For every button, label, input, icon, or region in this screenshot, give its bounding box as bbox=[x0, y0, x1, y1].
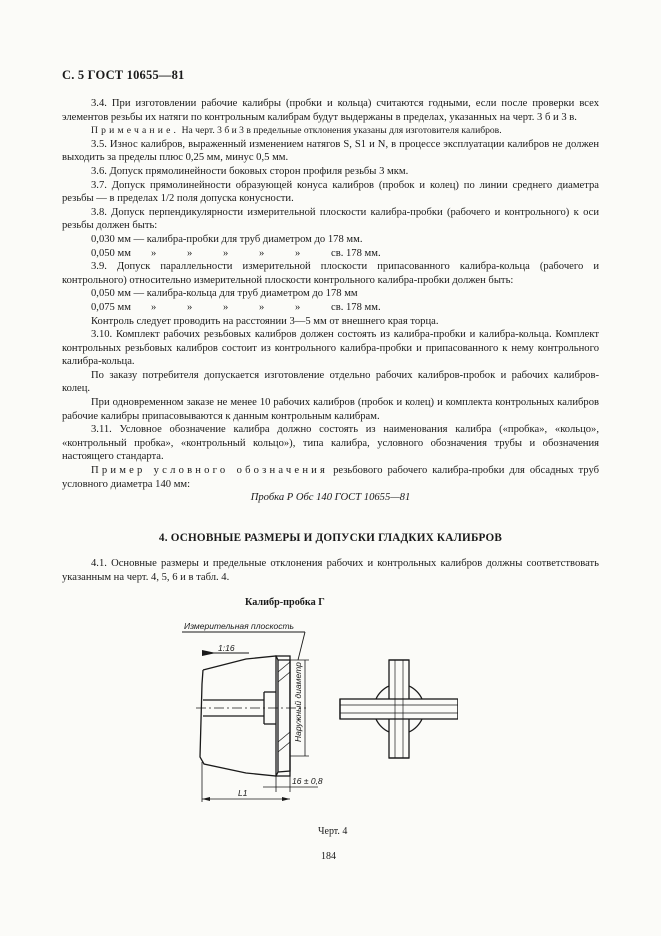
example-label: Пример условного обозначения bbox=[91, 465, 329, 477]
section-text bbox=[62, 557, 599, 584]
figure-caption: Черт. 4 bbox=[318, 826, 348, 837]
measuring-plane-label: Измерительная плоскость bbox=[184, 621, 295, 631]
section-title: 4. ОСНОВНЫЕ РАЗМЕРЫ И ДОПУСКИ ГЛАДКИХ КАЛИБРОВ bbox=[158, 532, 503, 544]
tolerance-row: 0,050 мм — калибра-кольца для труб диаметром до 178 мм bbox=[91, 288, 358, 300]
paragraph-3-7: 3.7. Допуск прямолинейности образующей конуса калибров (пробок и колец) по линии среднего диаметра резьбы — в пределах 1/2 поля допуска конусности. bbox=[62, 179, 599, 205]
example-designation: Пробка Р Обс 140 ГОСТ 10655—81 bbox=[250, 492, 411, 504]
paragraph-3-9: 3.9. Допуск параллельности измерительной плоскости припасованного калибра-кольца (рабочего и контрольного) относительно измерительной плоскости контрольного калибра-пробки должен быть: bbox=[62, 261, 599, 286]
paragraph-3-10-c: При одновременном заказе не менее 10 рабочих калибров (пробок и колец) и комплекта контрольных калибров рабочие калибры припасовываются к данным контрольным калибрам. bbox=[62, 397, 599, 422]
paragraph-3-11: 3.11. Условное обозначение калибра должно состоять из наименования калибра («пробка», «кольцо», «контрольный пробка», «контрольный кольцо»), типа калибра, условного обозначения трубы и обозначения настоящего стандарта. bbox=[62, 424, 599, 463]
example-intro bbox=[62, 464, 599, 491]
l1-label: L1 bbox=[238, 788, 248, 798]
length-tolerance-label: 16 ± 0,8 bbox=[292, 776, 323, 786]
paragraph-3-8: 3.8. Допуск перпендикулярности измерительной плоскости калибра-пробки (рабочего и контрольного) к оси резьбы должен быть: bbox=[62, 206, 599, 232]
tolerance-row: 0,050 мм » » » » » св. 178 мм. bbox=[91, 247, 381, 259]
taper-label: 1:16 bbox=[218, 643, 235, 653]
note-text: На черт. 3 б и 3 в предельные отклонения указаны для изготовителя калибров. bbox=[179, 125, 502, 137]
paragraph-3-4: 3.4. При изготовлении рабочие калибры (пробки и кольца) считаются годными, если после проверки всех элементов резьбы их натяги по контрольным калибрам будут выдержаны в пределах, указанных на черт. 3 б и 3 в. bbox=[62, 98, 599, 123]
page-header: С. 5 ГОСТ 10655—81 bbox=[62, 68, 185, 82]
note bbox=[62, 124, 599, 138]
note-label: Примечание. bbox=[91, 125, 180, 137]
paragraph-3-10: 3.10. Комплект рабочих резьбовых калибров должен состоять из калибра-пробки и калибра-кольца. Комплект контрольных резьбовых калибров состоит из контрольного калибра-пробки и припасованного к нему контрольного калибра-кольца. bbox=[62, 329, 599, 368]
figure-title: Калибр-пробка Г bbox=[245, 597, 325, 608]
control-note: Контроль следует проводить на расстоянии 3—5 мм от внешнего края торца. bbox=[91, 315, 439, 327]
paragraph-3-6: 3.6. Допуск прямолинейности боковых сторон профиля резьбы 3 мкм. bbox=[91, 165, 409, 177]
gauge-drawing bbox=[178, 612, 458, 817]
tolerance-row: 0,075 мм » » » » » св. 178 мм. bbox=[91, 301, 381, 313]
tolerance-row: 0,030 мм — калибра-пробки для труб диаметром до 178 мм. bbox=[91, 233, 363, 245]
example-text: резьбового рабочего калибра-пробки для обсадных труб условного диаметра 140 мм: bbox=[62, 465, 599, 490]
page-number: 184 bbox=[321, 851, 336, 862]
paragraph-3-10-b: По заказу потребителя допускается изготовление отдельно рабочих калибров-пробок и рабочих калибров-колец. bbox=[62, 369, 599, 395]
main-text bbox=[62, 97, 599, 505]
outer-diameter-label: Наружный диаметр bbox=[293, 662, 303, 742]
paragraph-4-1: 4.1. Основные размеры и предельные отклонения рабочих и контрольных калибров должны соответствовать указанным на черт. 4, 5, 6 и в табл. 4. bbox=[62, 558, 599, 583]
paragraph-3-5: 3.5. Износ калибров, выраженный изменением натягов S, S1 и N, в процессе эксплуатации калибров не должен выходить за пределы плюс 0,25 мм, минус 0,5 мм. bbox=[62, 138, 599, 164]
